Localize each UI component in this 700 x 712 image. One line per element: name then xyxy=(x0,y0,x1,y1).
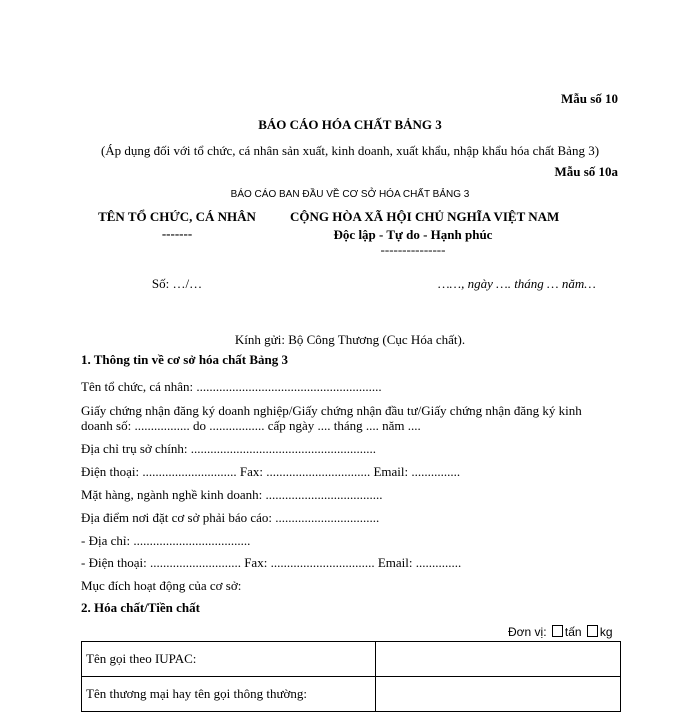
field-facility-purpose: Mục đích hoạt động của cơ sở: xyxy=(81,578,242,593)
nation-heading: CỘNG HÒA XÃ HỘI CHỦ NGHĨA VIỆT NAM xyxy=(290,209,560,224)
trade-name-label: Tên thương mại hay tên gọi thông thường: xyxy=(82,677,376,712)
section-1-heading: 1. Thông tin về cơ sở hóa chất Bảng 3 xyxy=(81,352,289,367)
right-divider: --------------- xyxy=(380,242,446,257)
field-registration-number: doanh số: ................. do ................. cấp ngày .... tháng .... năm .... xyxy=(81,418,421,433)
kg-checkbox-icon[interactable] xyxy=(587,625,598,637)
document-subtitle: (Áp dụng đối với tổ chức, cá nhân sản xuất, kinh doanh, xuất khẩu, nhập khẩu hóa chất Bảng 3) xyxy=(100,143,600,158)
iupac-name-label: Tên gọi theo IUPAC: xyxy=(82,642,376,677)
field-registration-cert: Giấy chứng nhận đăng ký doanh nghiệp/Giấy chứng nhận đầu tư/Giấy chứng nhận đăng ký kinh xyxy=(81,403,582,418)
report-kind: BÁO CÁO BAN ĐẦU VỀ CƠ SỞ HÓA CHẤT BẢNG 3 xyxy=(230,189,470,200)
section-2-heading: 2. Hóa chất/Tiền chất xyxy=(81,600,200,615)
unit-selector xyxy=(508,625,613,639)
document-title: BÁO CÁO HÓA CHẤT BẢNG 3 xyxy=(258,117,442,132)
left-divider: ------- xyxy=(161,226,193,241)
national-motto: Độc lập - Tự do - Hạnh phúc xyxy=(333,227,493,242)
form-number: Mẫu số 10 xyxy=(560,91,618,106)
unit-label: Đơn vị: xyxy=(508,625,547,639)
field-facility-location: Địa điểm nơi đặt cơ sở phải báo cáo: ................................ xyxy=(81,510,380,525)
trade-name-value[interactable] xyxy=(376,677,621,712)
unit-kg-label: kg xyxy=(599,625,613,639)
ton-checkbox-icon[interactable] xyxy=(552,625,563,637)
field-org-name: Tên tổ chức, cá nhân: ......................................................... xyxy=(81,379,382,394)
chemical-table xyxy=(81,641,621,712)
recipient: Kính gửi: Bộ Công Thương (Cục Hóa chất). xyxy=(234,332,466,347)
field-business-lines: Mặt hàng, ngành nghề kinh doanh: .................................... xyxy=(81,487,383,502)
field-facility-contact: - Điện thoại: ............................ Fax: ................................ Email: .............. xyxy=(81,555,462,570)
sub-form-number: Mẫu số 10a xyxy=(554,164,618,179)
field-head-office: Địa chỉ trụ sở chính: ......................................................... xyxy=(81,441,377,456)
table-row xyxy=(82,642,621,677)
document-date: ……, ngày …. tháng … năm… xyxy=(438,276,596,291)
field-phone-fax-email: Điện thoại: ............................. Fax: ................................ Email: ............... xyxy=(81,464,461,479)
field-facility-address: - Địa chỉ: .................................... xyxy=(81,533,251,548)
iupac-name-value[interactable] xyxy=(376,642,621,677)
organization-name-heading: TÊN TỔ CHỨC, CÁ NHÂN xyxy=(98,209,256,224)
document-number: Số: …/… xyxy=(151,276,203,291)
unit-ton-label: tấn xyxy=(564,625,582,639)
table-row xyxy=(82,677,621,712)
